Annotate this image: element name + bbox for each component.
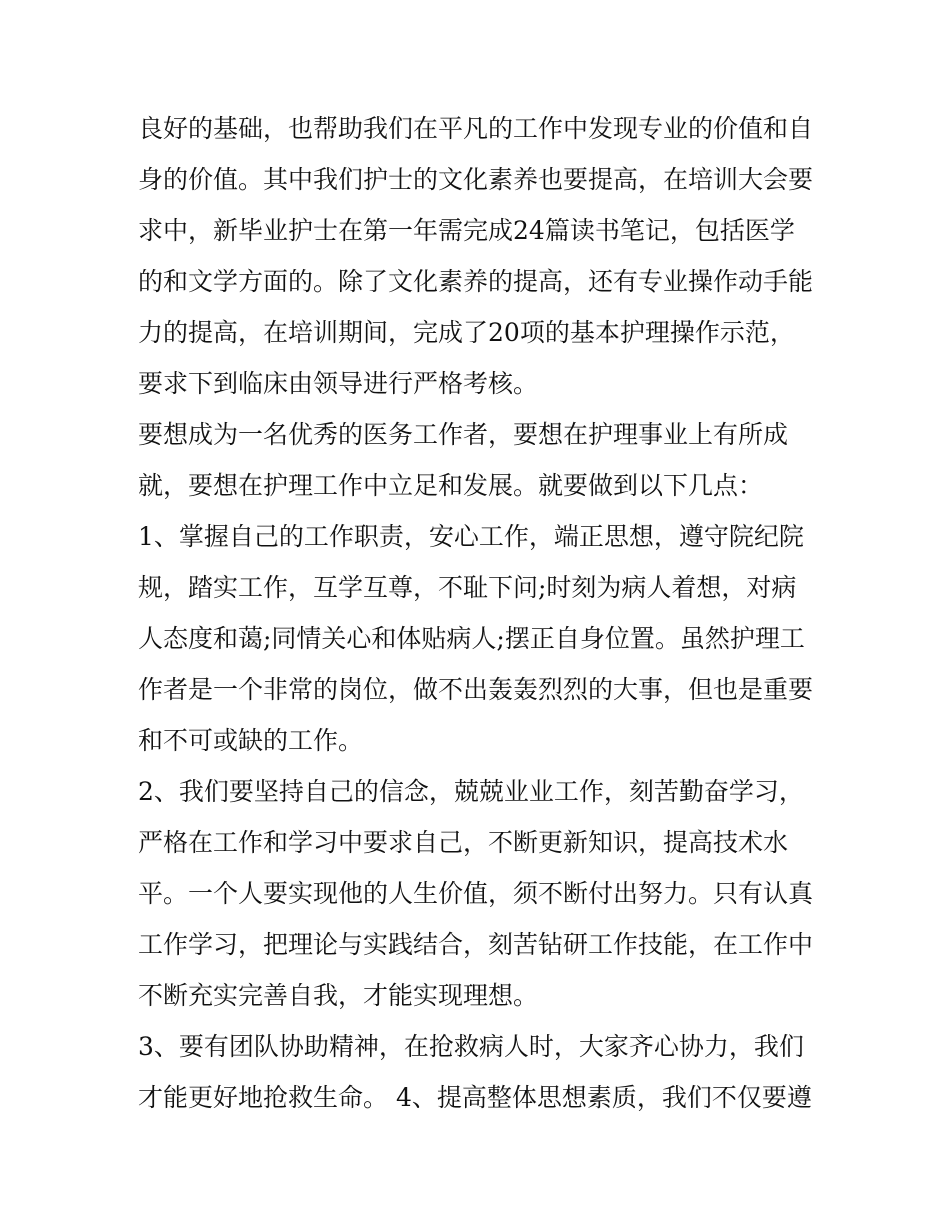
text-line: 严格在工作和学习中要求自己，不断更新知识，提高技术水 bbox=[138, 828, 789, 857]
text-line: 人态度和蔼;同情关心和体贴病人;摆正自身位置。虽然护理工 bbox=[138, 624, 805, 653]
text-line: 的和文学方面的。除了文化素养的提高，还有专业操作动手能 bbox=[138, 267, 814, 296]
document-body bbox=[138, 103, 818, 1123]
text-line: 就，要想在护理工作中立足和发展。就要做到以下几点： bbox=[138, 471, 764, 500]
text-line: 良好的基础，也帮助我们在平凡的工作中发现专业的价值和自 bbox=[138, 114, 814, 143]
text-line: 2、我们要坚持自己的信念，兢兢业业工作，刻苦勤奋学习， bbox=[138, 777, 804, 806]
text-line: 1、掌握自己的工作职责，安心工作，端正思想，遵守院纪院 bbox=[138, 522, 804, 551]
text-line: 要想成为一名优秀的医务工作者，要想在护理事业上有所成 bbox=[138, 420, 789, 449]
text-line: 规，踏实工作，互学互尊，不耻下问;时刻为病人着想，对病 bbox=[138, 573, 797, 602]
text-line: 工作学习，把理论与实践结合，刻苦钻研工作技能，在工作中 bbox=[138, 930, 814, 959]
text-line: 求中，新毕业护士在第一年需完成24篇读书笔记，包括医学 bbox=[138, 216, 795, 245]
text-line: 平。一个人要实现他的人生价值，须不断付出努力。只有认真 bbox=[138, 879, 814, 908]
text-line: 不断充实完善自我，才能实现理想。 bbox=[138, 981, 539, 1010]
text-line: 身的价值。其中我们护士的文化素养也要提高，在培训大会要 bbox=[138, 165, 814, 194]
text-line: 3、要有团队协助精神，在抢救病人时，大家齐心协力，我们 bbox=[138, 1032, 804, 1061]
text-line: 作者是一个非常的岗位，做不出轰轰烈烈的大事，但也是重要 bbox=[138, 675, 814, 704]
text-line: 力的提高，在培训期间，完成了20项的基本护理操作示范， bbox=[138, 318, 795, 347]
text-line: 和不可或缺的工作。 bbox=[138, 726, 364, 755]
text-line: 才能更好地抢救生命。 4、提高整体思想素质，我们不仅要遵 bbox=[138, 1083, 812, 1112]
text-line: 要求下到临床由领导进行严格考核。 bbox=[138, 369, 539, 398]
